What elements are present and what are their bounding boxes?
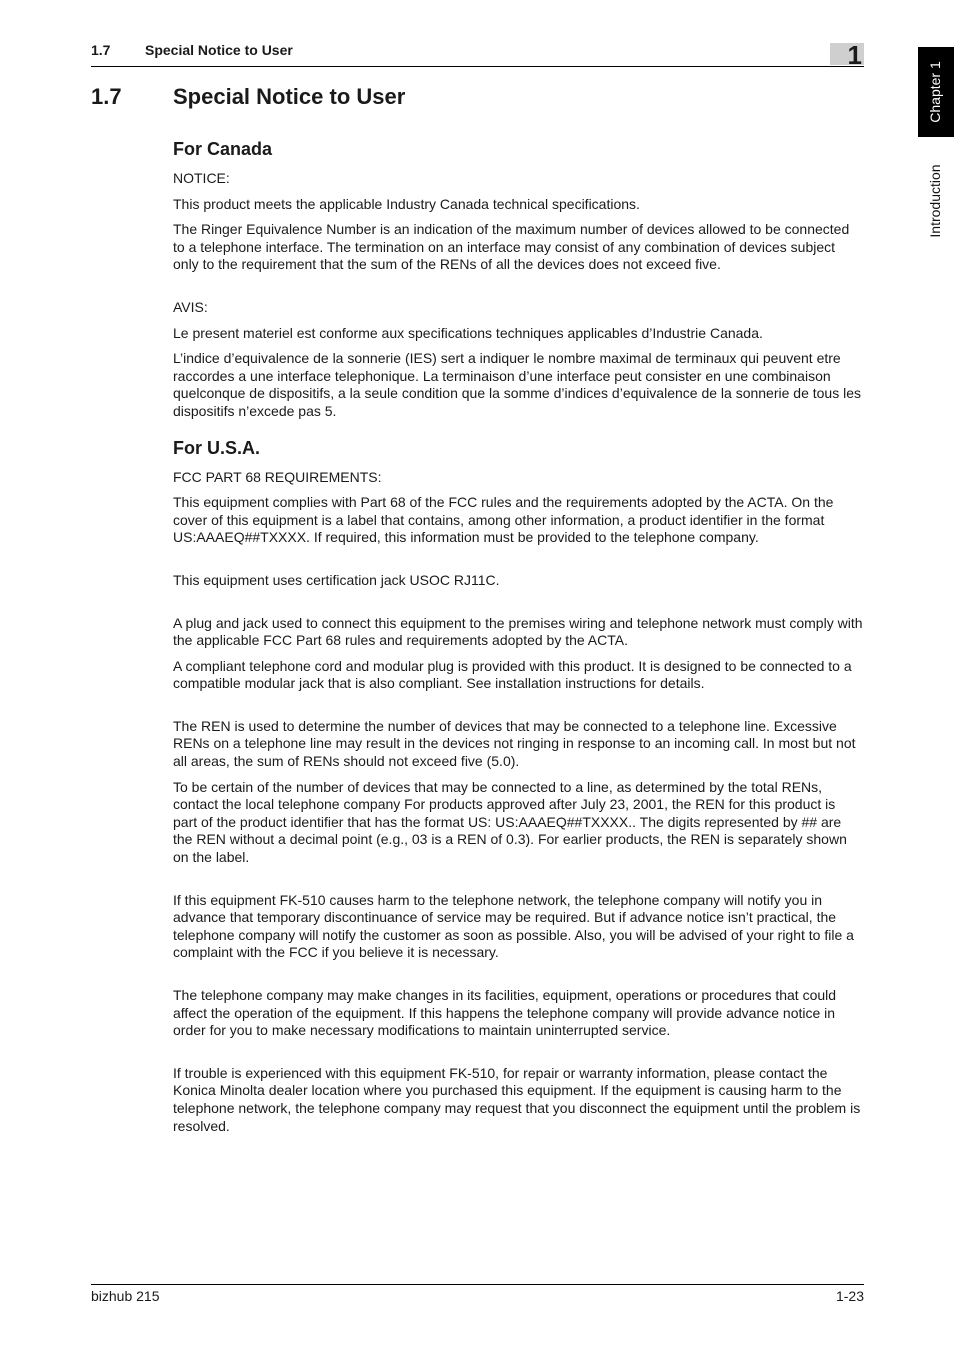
usa-requirements-label: FCC PART 68 REQUIREMENTS: (173, 468, 382, 485)
usa-paragraph: A compliant telephone cord and modular plug is provided with this product. It is designed to be connected to a compatible modular jack that is also compliant. See installation instructions for details. (173, 657, 852, 692)
section-number: 1.7 (91, 84, 122, 109)
running-header (91, 42, 864, 67)
usa-paragraph: The telephone company may make changes in its facilities, equipment, operations or procedures that could affect the operation of the equipment. If this happens the telephone company will provide advance notice in order for you to make necessary modifications to maintain uninterrupted service. (173, 987, 837, 1039)
usa-paragraph: The REN is used to determine the number of devices that may be connected to a telephone line. Excessive RENs on a telephone line may result in the devices not ringing in response to an incoming call. In most but not all areas, the sum of RENs should not exceed five (5.0). (173, 717, 856, 770)
document-body (173, 138, 863, 1143)
header-section-number: 1.7 (91, 42, 111, 58)
page-footer (91, 1284, 864, 1307)
canada-notice-label: NOTICE: (173, 170, 230, 186)
side-section-label: Introduction (927, 164, 943, 238)
heading-canada: For Canada (173, 139, 273, 159)
usa-paragraph: To be certain of the number of devices that may be connected to a line, as determined by the total RENs, contact the local telephone company For products approved after July 23, 2001, the REN for this product is part of the product identifier that has the format US: US:AAAEQ##TXXXX.. The digits represented by ## are the REN without a decimal point (e.g., 03 is a REN of 0.3). For earlier products, the REN is separately shown on the label. (173, 778, 847, 866)
footer-product-name: bizhub 215 (91, 1288, 160, 1304)
canada-paragraph: L’indice d’equivalence de la sonnerie (IES) sert a indiquer le nombre maximal de terminaux qui peuvent etre raccordes a une interface telephonique. La terminaison d’une interface peut consister en une combinaison quelconque de dispositifs, a la seule condition que la somme d’indices d’equivalence de la sonnerie de tous les dispositifs n’excede pas 5. (173, 350, 861, 419)
canada-paragraph: This product meets the applicable Industry Canada technical specifications. (173, 195, 640, 212)
usa-paragraph: This equipment uses certification jack USOC RJ11C. (173, 571, 500, 588)
chapter-tab-label: Chapter 1 (927, 61, 943, 123)
usa-paragraph: This equipment complies with Part 68 of the FCC rules and the requirements adopted by the ACTA. On the cover of this equipment is a label that contains, among other information, a product identifier in the format US:AAAEQ##TXXXX. If required, this information must be provided to the telephone company. (173, 494, 834, 546)
heading-usa: For U.S.A. (173, 437, 261, 458)
footer-page-number: 1-23 (835, 1288, 864, 1304)
usa-paragraph: A plug and jack used to connect this equipment to the premises wiring and telephone network must comply with the applicable FCC Part 68 rules and requirements adopted by the ACTA. (173, 614, 863, 649)
canada-paragraph: The Ringer Equivalence Number is an indication of the maximum number of devices allowed to be connected to a telephone interface. The termination on an interface may consist of any combination of devices subject only to the requirement that the sum of the RENs of all the devices does not exceed five. (173, 221, 850, 273)
usa-paragraph: If this equipment FK-510 causes harm to the telephone network, the telephone company will notify you in advance that temporary discontinuance of service may be required. But if advance notice isn’t practical, the telephone company will notify the customer as soon as possible. Also, you will be advised of your right to file a complaint with the FCC if you believe it is necessary. (173, 891, 854, 961)
header-section-title: Special Notice to User (145, 42, 293, 58)
page-title: Special Notice to User (173, 84, 406, 109)
usa-paragraph: If trouble is experienced with this equipment FK-510, for repair or warranty information, please contact the Konica Minolta dealer location where you purchased this equipment. If the equipment is causing harm to the telephone network, the telephone company may request that you disconnect the equipment until the problem is resolved. (173, 1064, 861, 1134)
chapter-number-badge: 1 (830, 43, 864, 65)
canada-paragraph: Le present materiel est conforme aux specifications techniques applicables d’Industrie Canada. (173, 324, 763, 341)
canada-avis-label: AVIS: (173, 298, 208, 315)
